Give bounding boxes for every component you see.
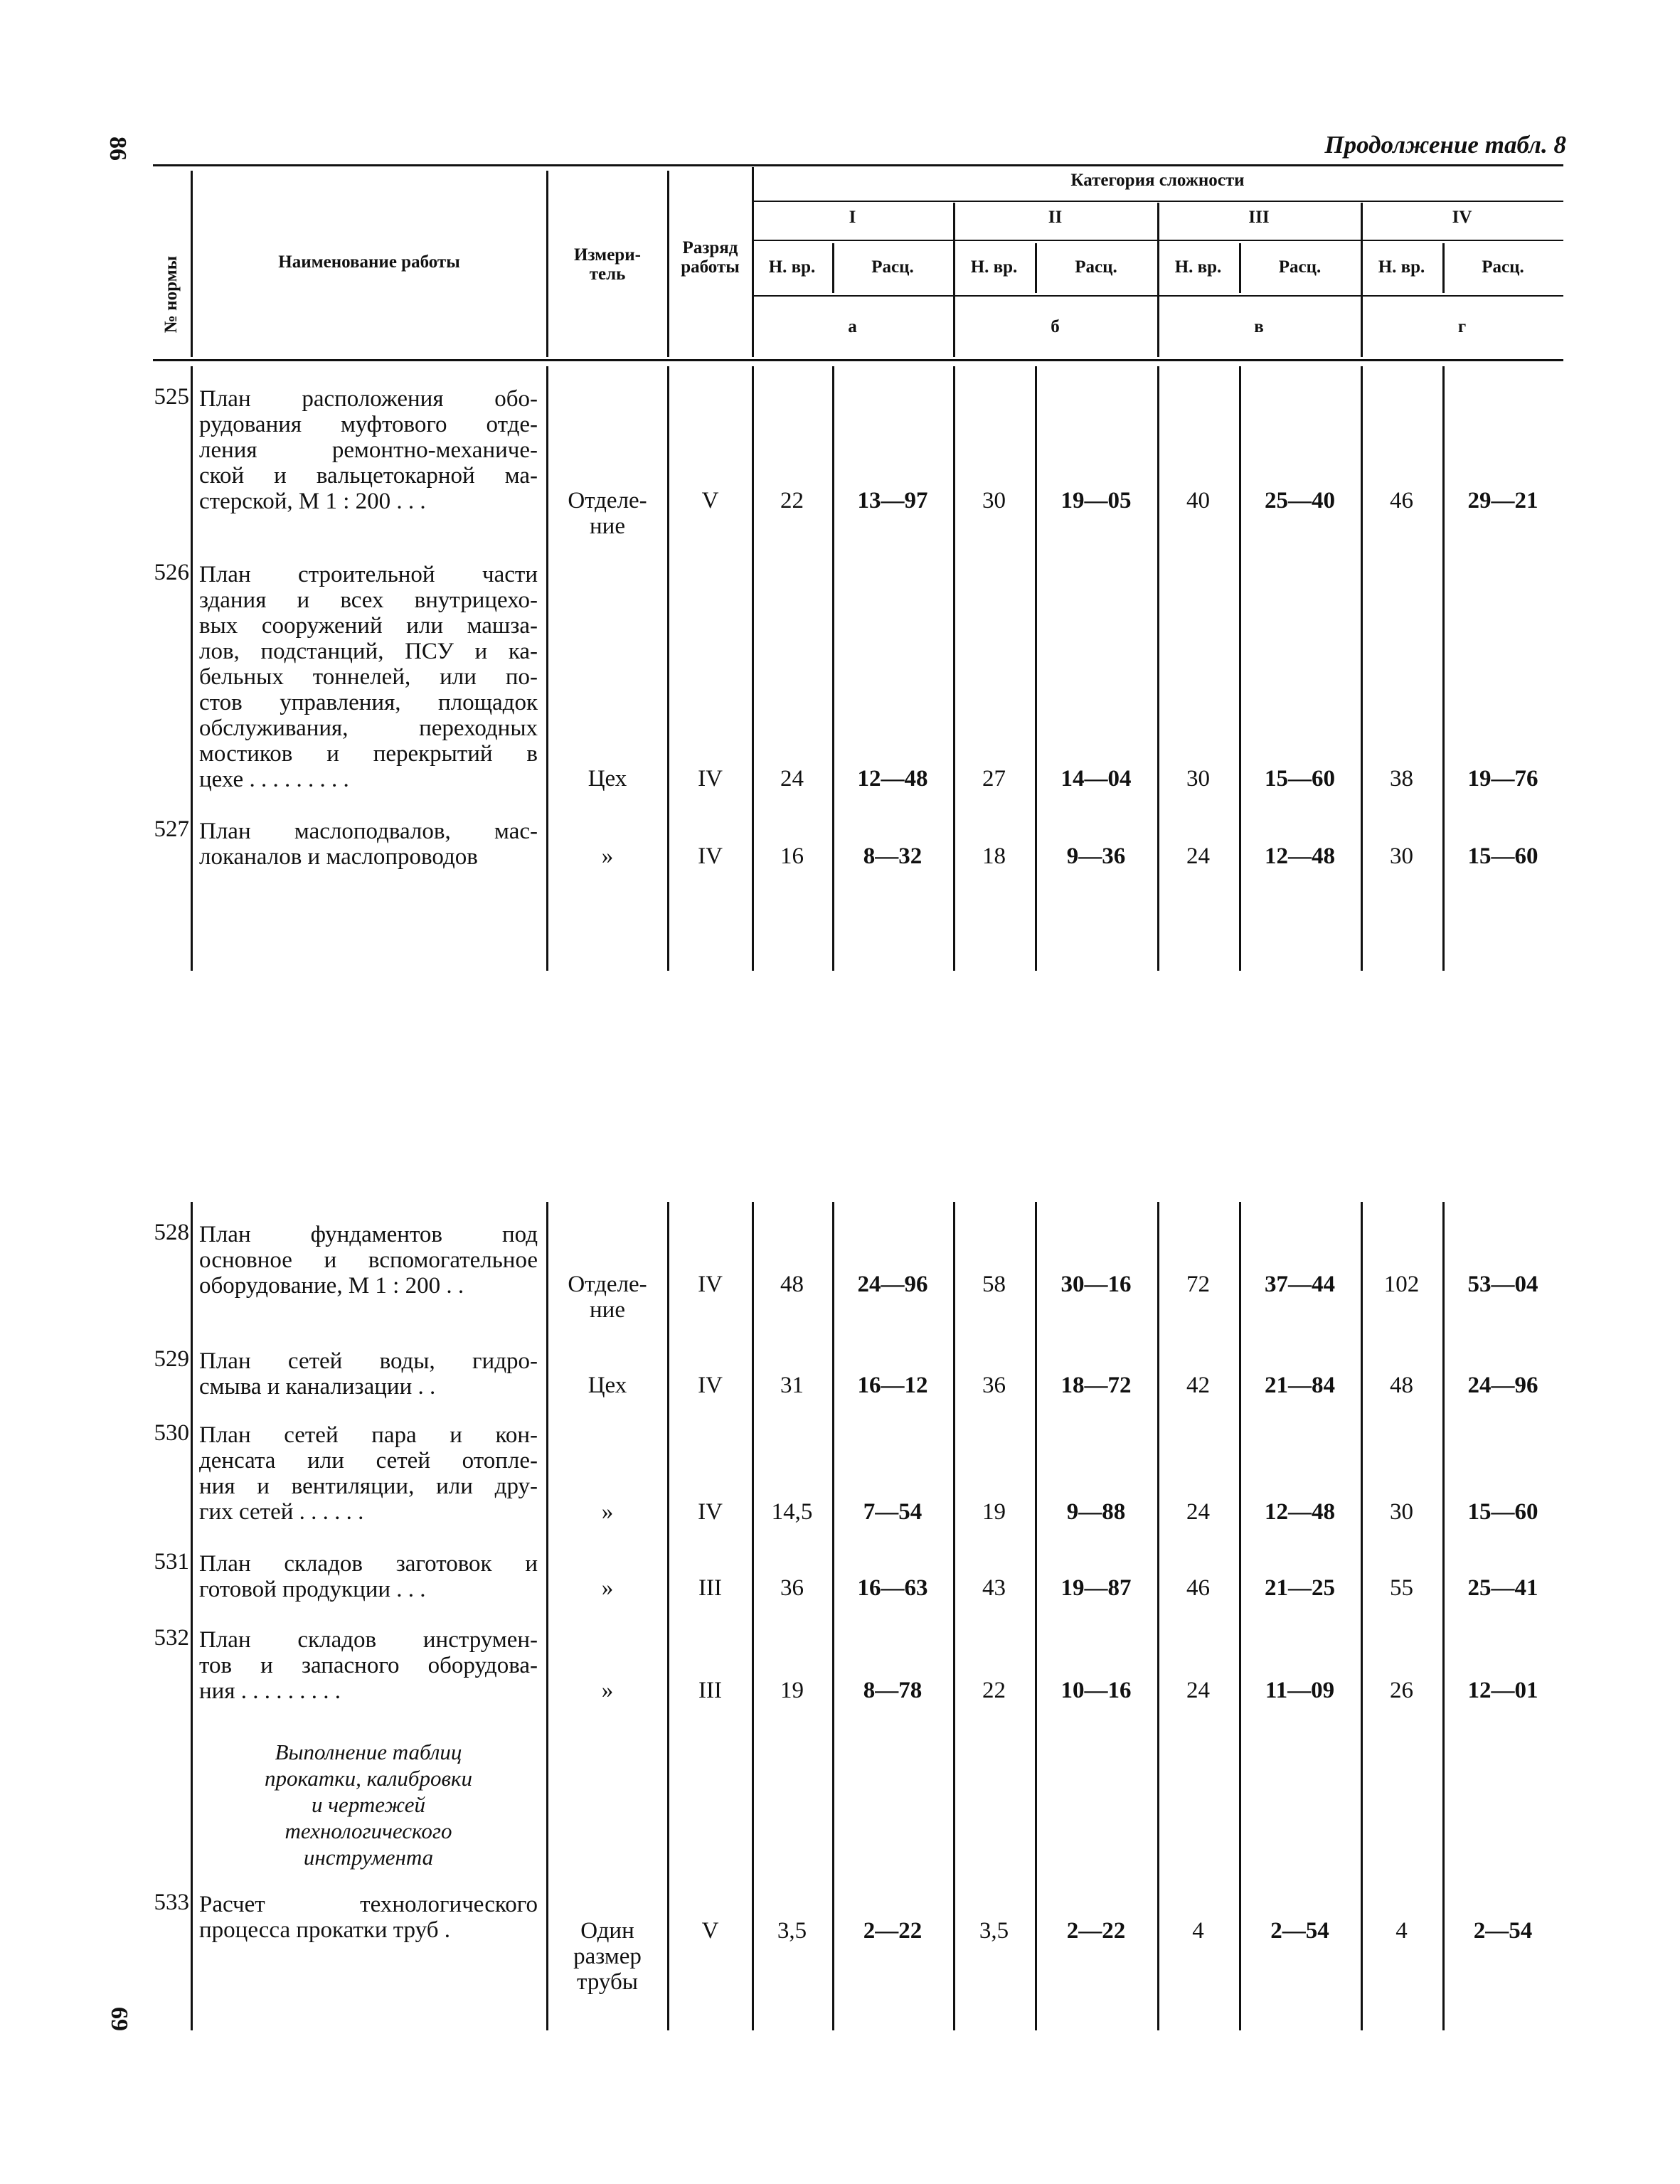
row-525-measure-1: Отделе- <box>568 488 647 513</box>
row-525-v3: 30 <box>982 488 1006 513</box>
row-533-measure-3: трубы <box>577 1969 638 1995</box>
name-line: ской и вальцетокарной ма- <box>199 463 538 489</box>
row-529-name <box>199 1348 538 1400</box>
name-line: План маслоподвалов, мас- <box>199 819 538 844</box>
row-531-v2: 16—63 <box>857 1575 928 1601</box>
name-line: ния . . . . . . . . . <box>199 1678 341 1704</box>
header-letter-g: г <box>1457 317 1467 336</box>
row-525-v7: 46 <box>1390 488 1413 513</box>
name-line: рудования муфтового отде- <box>199 412 538 437</box>
name-line: План расположения обо- <box>199 386 538 412</box>
header-rasc-1: Расц. <box>871 257 914 277</box>
row-528-v5: 72 <box>1186 1272 1210 1297</box>
row-527-v1: 16 <box>780 843 804 869</box>
row-527-v6: 12—48 <box>1265 843 1335 869</box>
row-533-v3: 3,5 <box>979 1918 1009 1944</box>
name-line: вых сооружений или машза- <box>199 613 538 639</box>
row-533-v4: 2—22 <box>1066 1918 1126 1944</box>
row-530-v7: 30 <box>1390 1499 1413 1525</box>
row-528-v6: 37—44 <box>1265 1272 1335 1297</box>
name-line: процесса прокатки труб . <box>199 1917 450 1943</box>
row-527-v8: 15—60 <box>1467 843 1538 869</box>
header-cat-1: I <box>849 208 856 227</box>
row-533-name <box>199 1892 538 1943</box>
row-532-number: 532 <box>154 1625 189 1651</box>
row-531-v7: 55 <box>1390 1575 1413 1601</box>
row-532-v8: 12—01 <box>1467 1678 1538 1703</box>
page-number-bottom: 69 <box>106 2007 132 2031</box>
name-line: План складов заготовок и <box>199 1551 538 1577</box>
row-525-measure-2: ние <box>590 513 625 539</box>
row-533-measure-1: Один <box>580 1918 634 1944</box>
row-530-v4: 9—88 <box>1066 1499 1126 1525</box>
row-527-v5: 24 <box>1186 843 1210 869</box>
section-title-line: и чертежей <box>312 1792 425 1817</box>
row-533-number: 533 <box>154 1890 189 1915</box>
row-525-number: 525 <box>154 384 189 410</box>
header-cat-2: II <box>1048 208 1063 227</box>
row-530-v3: 19 <box>982 1499 1006 1525</box>
header-measure-line1: Измери- <box>574 245 641 265</box>
row-529-v8: 24—96 <box>1467 1373 1538 1398</box>
header-rasc-3: Расц. <box>1278 257 1322 277</box>
row-532-v6: 11—09 <box>1265 1678 1335 1703</box>
row-528-v2: 24—96 <box>857 1272 928 1297</box>
row-525-v4: 19—05 <box>1060 488 1132 513</box>
name-line: цехе . . . . . . . . . <box>199 767 349 792</box>
row-525-v8: 29—21 <box>1467 488 1538 513</box>
row-531-v3: 43 <box>982 1575 1006 1601</box>
row-533-v1: 3,5 <box>777 1918 807 1944</box>
header-norm-number: № нормы <box>161 255 181 334</box>
name-line: План сетей пара и кон- <box>199 1422 538 1448</box>
name-line: План складов инструмен- <box>199 1627 538 1653</box>
section-title-line: Выполнение таблиц <box>275 1740 462 1764</box>
row-532-measure: » <box>601 1678 614 1703</box>
header-hv-1: Н. вр. <box>768 257 816 277</box>
header-rasc-2: Расц. <box>1075 257 1117 277</box>
row-526-v3: 27 <box>982 766 1006 792</box>
row-529-grade: IV <box>698 1373 723 1398</box>
row-525-v2: 13—97 <box>857 488 928 513</box>
row-529-v7: 48 <box>1390 1373 1413 1398</box>
name-line: стерской, М 1 : 200 . . . <box>199 489 426 514</box>
name-line: здания и всех внутрицехо- <box>199 587 538 613</box>
row-528-v1: 48 <box>780 1272 804 1297</box>
row-531-number: 531 <box>154 1549 189 1575</box>
row-528-v3: 58 <box>982 1272 1006 1297</box>
row-526-v2: 12—48 <box>857 766 928 792</box>
row-530-v1: 14,5 <box>771 1499 813 1525</box>
row-525-name <box>199 386 538 514</box>
row-527-v3: 18 <box>982 843 1006 869</box>
header-hv-3: Н. вр. <box>1174 257 1222 277</box>
name-line: обслуживания, переходных <box>199 715 538 741</box>
name-line: План фундаментов под <box>199 1222 538 1247</box>
section-title-line: технологического <box>285 1818 452 1843</box>
row-527-grade: IV <box>698 843 723 869</box>
header-measure-line2: тель <box>589 265 626 284</box>
row-529-number: 529 <box>154 1346 189 1372</box>
row-529-v4: 18—72 <box>1060 1373 1132 1398</box>
row-531-measure: » <box>601 1575 614 1601</box>
row-525-v5: 40 <box>1186 488 1210 513</box>
row-533-v6: 2—54 <box>1270 1918 1329 1944</box>
name-line: Расчет технологического <box>199 1892 538 1917</box>
header-letter-a: а <box>848 317 857 336</box>
name-line: гих сетей . . . . . . <box>199 1499 364 1525</box>
row-532-grade: III <box>698 1678 722 1703</box>
row-532-name <box>199 1627 538 1704</box>
name-line: лов, подстанций, ПСУ и ка- <box>199 639 538 664</box>
header-cat-4: IV <box>1452 208 1472 227</box>
row-533-v8: 2—54 <box>1473 1918 1533 1944</box>
header-grade-line2: работы <box>681 257 740 277</box>
header-letter-v: в <box>1254 317 1264 336</box>
row-528-measure-2: ние <box>590 1297 625 1323</box>
row-533-grade: V <box>701 1918 719 1944</box>
name-line: мостиков и перекрытий в <box>199 741 538 767</box>
row-530-v8: 15—60 <box>1467 1499 1538 1525</box>
row-532-v1: 19 <box>780 1678 804 1703</box>
row-527-measure: » <box>601 843 614 869</box>
name-line: План сетей воды, гидро- <box>199 1348 538 1374</box>
row-529-v2: 16—12 <box>857 1373 928 1398</box>
name-line: ления ремонтно-механиче- <box>199 437 538 463</box>
row-526-grade: IV <box>698 766 723 792</box>
row-526-v6: 15—60 <box>1265 766 1335 792</box>
row-528-v8: 53—04 <box>1467 1272 1538 1297</box>
row-529-measure: Цех <box>588 1373 627 1398</box>
name-line: План строительной части <box>199 562 538 587</box>
header-work-name: Наименование работы <box>278 252 460 272</box>
row-531-v5: 46 <box>1186 1575 1210 1601</box>
row-532-v2: 8—78 <box>863 1678 923 1703</box>
row-531-name <box>199 1551 538 1602</box>
name-line: оборудование, М 1 : 200 . . <box>199 1273 464 1299</box>
name-line: смыва и канализации . . <box>199 1374 436 1400</box>
row-526-measure: Цех <box>588 766 627 792</box>
row-533-measure-2: размер <box>573 1944 642 1969</box>
header-category: Категория сложности <box>1070 171 1245 190</box>
row-528-measure-1: Отделе- <box>568 1272 647 1297</box>
row-527-v4: 9—36 <box>1066 843 1126 869</box>
row-525-v1: 22 <box>780 488 804 513</box>
row-526-v4: 14—04 <box>1060 766 1132 792</box>
row-529-v5: 42 <box>1186 1373 1210 1398</box>
row-533-v5: 4 <box>1192 1918 1204 1944</box>
row-531-v4: 19—87 <box>1060 1575 1132 1601</box>
header-cat-3: III <box>1248 208 1270 227</box>
row-530-v2: 7—54 <box>863 1499 923 1525</box>
section-title <box>199 1739 538 1870</box>
row-531-v6: 21—25 <box>1265 1575 1335 1601</box>
name-line: тов и запасного оборудова- <box>199 1653 538 1678</box>
row-528-grade: IV <box>698 1272 723 1297</box>
section-title-line: инструмента <box>303 1845 434 1870</box>
row-530-v6: 12—48 <box>1265 1499 1335 1525</box>
row-529-v3: 36 <box>982 1373 1006 1398</box>
row-533-v7: 4 <box>1395 1918 1408 1944</box>
name-line: основное и вспомогательное <box>199 1247 538 1273</box>
row-530-measure: » <box>601 1499 614 1525</box>
row-525-v6: 25—40 <box>1265 488 1335 513</box>
row-525-grade: V <box>701 488 719 513</box>
row-526-v7: 38 <box>1390 766 1413 792</box>
row-530-number: 530 <box>154 1420 189 1446</box>
name-line: локаналов и маслопроводов <box>199 844 478 870</box>
row-527-name <box>199 819 538 870</box>
row-532-v3: 22 <box>982 1678 1006 1703</box>
header-hv-2: Н. вр. <box>970 257 1018 277</box>
row-531-grade: III <box>698 1575 722 1601</box>
row-527-v2: 8—32 <box>863 843 923 869</box>
name-line: ния и вентиляции, или дру- <box>199 1474 538 1499</box>
row-526-v1: 24 <box>780 766 804 792</box>
row-530-v5: 24 <box>1186 1499 1210 1525</box>
row-530-grade: IV <box>698 1499 723 1525</box>
name-line: денсата или сетей отопле- <box>199 1448 538 1474</box>
name-line: бельных тоннелей, или по- <box>199 664 538 690</box>
row-526-v5: 30 <box>1186 766 1210 792</box>
row-528-name <box>199 1222 538 1299</box>
row-532-v5: 24 <box>1186 1678 1210 1703</box>
row-532-v4: 10—16 <box>1060 1678 1132 1703</box>
row-531-v8: 25—41 <box>1467 1575 1538 1601</box>
row-530-name <box>199 1422 538 1525</box>
row-529-v6: 21—84 <box>1265 1373 1335 1398</box>
section-title-line: прокатки, калибровки <box>265 1766 472 1791</box>
row-527-v7: 30 <box>1390 843 1413 869</box>
row-532-v7: 26 <box>1390 1678 1413 1703</box>
row-528-number: 528 <box>154 1220 189 1245</box>
name-line: готовой продукции . . . <box>199 1577 426 1602</box>
page-number-top: 86 <box>105 137 131 161</box>
row-528-v7: 102 <box>1383 1272 1420 1297</box>
row-529-v1: 31 <box>780 1373 804 1398</box>
header-hv-4: Н. вр. <box>1378 257 1425 277</box>
row-531-v1: 36 <box>780 1575 804 1601</box>
row-533-v2: 2—22 <box>863 1918 923 1944</box>
continuation-caption: Продолжение табл. 8 <box>1324 131 1566 159</box>
name-line: стов управления, площадок <box>199 690 538 715</box>
row-526-v8: 19—76 <box>1467 766 1538 792</box>
row-528-v4: 30—16 <box>1060 1272 1132 1297</box>
header-letter-b: б <box>1051 317 1060 336</box>
header-grade-line1: Разряд <box>682 238 738 257</box>
row-526-name <box>199 562 538 792</box>
row-526-number: 526 <box>154 560 189 585</box>
header-rasc-4: Расц. <box>1482 257 1524 277</box>
row-527-number: 527 <box>154 816 189 842</box>
